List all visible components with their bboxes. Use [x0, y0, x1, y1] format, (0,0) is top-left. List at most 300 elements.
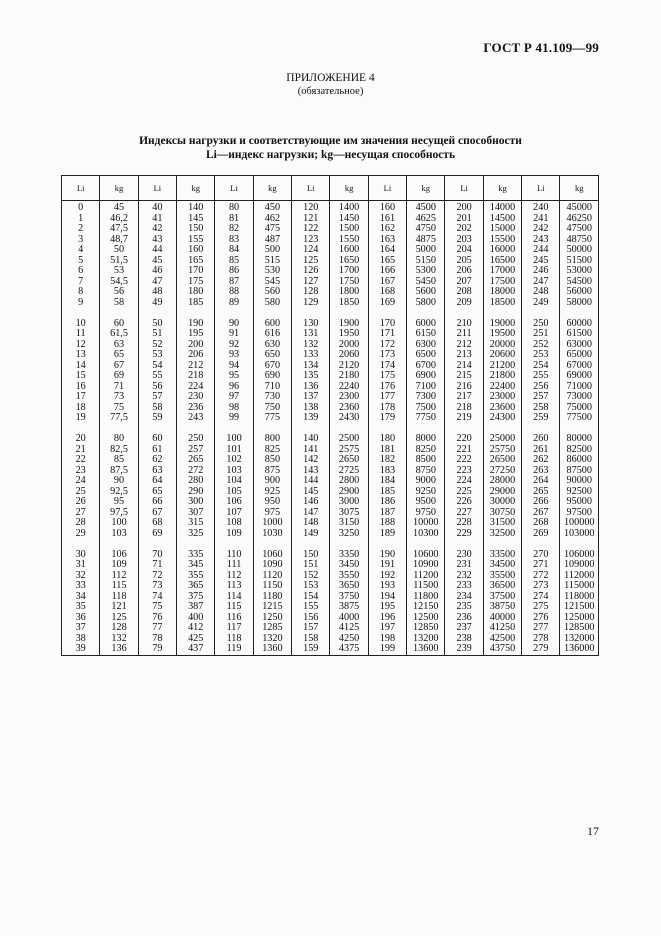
load-capacity-cell: 61500: [560, 329, 599, 340]
load-capacity-cell: 112000: [560, 571, 599, 582]
load-capacity-cell: 387: [177, 602, 215, 613]
load-index-cell: 48: [138, 287, 176, 298]
load-index-cell: 267: [522, 508, 560, 519]
load-index-cell: 181: [368, 445, 406, 456]
load-capacity-cell: 1950: [330, 329, 368, 340]
load-capacity-cell: 3550: [330, 571, 368, 582]
load-index-cell: 25: [62, 487, 100, 498]
load-capacity-cell: 412: [177, 623, 215, 634]
load-index-cell: 95: [215, 371, 253, 382]
load-index-cell: 193: [368, 581, 406, 592]
load-capacity-cell: 925: [253, 487, 291, 498]
load-capacity-cell: 206: [177, 350, 215, 361]
table-row: [62, 550, 599, 561]
load-capacity-cell: 140: [177, 201, 215, 214]
load-index-cell: 247: [522, 277, 560, 288]
load-index-cell: 189: [368, 529, 406, 540]
load-capacity-cell: 121: [100, 602, 138, 613]
load-capacity-cell: 8000: [407, 434, 445, 445]
load-index-cell: 228: [445, 518, 483, 529]
load-index-cell: 220: [445, 434, 483, 445]
load-index-cell: 174: [368, 361, 406, 372]
load-index-cell: 260: [522, 434, 560, 445]
load-index-cell: 47: [138, 277, 176, 288]
load-capacity-cell: 30000: [483, 497, 521, 508]
load-capacity-cell: 4500: [407, 201, 445, 214]
load-capacity-cell: 53: [100, 266, 138, 277]
load-index-cell: 140: [292, 434, 330, 445]
load-capacity-cell: 2120: [330, 361, 368, 372]
load-capacity-cell: 58: [100, 298, 138, 309]
load-index-cell: 42: [138, 224, 176, 235]
load-index-cell: 180: [368, 434, 406, 445]
load-capacity-cell: 2800: [330, 476, 368, 487]
load-index-cell: 77: [138, 623, 176, 634]
table-row: [62, 613, 599, 624]
column-header-li: Li: [292, 176, 330, 201]
load-index-cell: 133: [292, 350, 330, 361]
load-capacity-cell: 47500: [560, 224, 599, 235]
load-capacity-cell: 20600: [483, 350, 521, 361]
appendix-subtitle: (обязательное): [297, 86, 364, 97]
load-index-cell: 111: [215, 560, 253, 571]
load-index-cell: 252: [522, 340, 560, 351]
load-index-cell: 80: [215, 201, 253, 214]
load-capacity-cell: 30750: [483, 508, 521, 519]
load-capacity-cell: 31500: [483, 518, 521, 529]
load-capacity-cell: 690: [253, 371, 291, 382]
load-index-cell: 23: [62, 466, 100, 477]
load-capacity-cell: 1600: [330, 245, 368, 256]
load-capacity-cell: 14500: [483, 214, 521, 225]
load-index-cell: 245: [522, 256, 560, 267]
load-capacity-cell: 530: [253, 266, 291, 277]
load-index-cell: 34: [62, 592, 100, 603]
load-index-cell: 92: [215, 340, 253, 351]
table-row: [62, 592, 599, 603]
load-capacity-cell: 165: [177, 256, 215, 267]
load-index-cell: 147: [292, 508, 330, 519]
load-capacity-cell: 1180: [253, 592, 291, 603]
load-index-cell: 3: [62, 235, 100, 246]
load-index-cell: 73: [138, 581, 176, 592]
load-capacity-cell: 13200: [407, 634, 445, 645]
load-index-cell: 269: [522, 529, 560, 540]
load-index-cell: 176: [368, 382, 406, 393]
load-capacity-cell: 5600: [407, 287, 445, 298]
load-capacity-cell: 450: [253, 201, 291, 214]
load-capacity-cell: 2060: [330, 350, 368, 361]
load-capacity-cell: 25750: [483, 445, 521, 456]
table-row: [62, 256, 599, 267]
load-index-cell: 235: [445, 602, 483, 613]
load-capacity-cell: 280: [177, 476, 215, 487]
load-capacity-cell: 23600: [483, 403, 521, 414]
load-capacity-cell: 54,5: [100, 277, 138, 288]
load-index-cell: 150: [292, 550, 330, 561]
load-capacity-cell: 1450: [330, 214, 368, 225]
load-index-cell: 4: [62, 245, 100, 256]
load-capacity-cell: 325: [177, 529, 215, 540]
load-index-cell: 265: [522, 487, 560, 498]
load-capacity-cell: 487: [253, 235, 291, 246]
load-index-cell: 214: [445, 361, 483, 372]
load-index-cell: 132: [292, 340, 330, 351]
load-index-cell: 261: [522, 445, 560, 456]
load-index-cell: 255: [522, 371, 560, 382]
load-index-cell: 196: [368, 613, 406, 624]
load-index-cell: 203: [445, 235, 483, 246]
load-capacity-cell: 60000: [560, 319, 599, 330]
load-capacity-cell: 1360: [253, 644, 291, 655]
load-index-cell: 199: [368, 644, 406, 655]
load-index-cell: 52: [138, 340, 176, 351]
load-index-cell: 229: [445, 529, 483, 540]
table-row: [62, 571, 599, 582]
load-capacity-cell: 61,5: [100, 329, 138, 340]
load-index-cell: 159: [292, 644, 330, 655]
load-capacity-cell: 950: [253, 497, 291, 508]
load-capacity-cell: 218: [177, 371, 215, 382]
load-index-cell: 195: [368, 602, 406, 613]
load-capacity-cell: 145: [177, 214, 215, 225]
load-index-cell: 10: [62, 319, 100, 330]
load-capacity-cell: 112: [100, 571, 138, 582]
load-capacity-cell: 7500: [407, 403, 445, 414]
load-capacity-cell: 45000: [560, 201, 599, 214]
load-index-cell: 210: [445, 319, 483, 330]
load-index-cell: 227: [445, 508, 483, 519]
load-index-cell: 230: [445, 550, 483, 561]
load-capacity-cell: 224: [177, 382, 215, 393]
table-row: [62, 361, 599, 372]
load-capacity-cell: 24300: [483, 413, 521, 424]
load-capacity-cell: 616: [253, 329, 291, 340]
load-index-cell: 249: [522, 298, 560, 309]
load-capacity-cell: 1550: [330, 235, 368, 246]
load-capacity-cell: 100000: [560, 518, 599, 529]
load-index-cell: 60: [138, 434, 176, 445]
load-capacity-cell: 600: [253, 319, 291, 330]
load-capacity-cell: 1800: [330, 287, 368, 298]
table-row: [62, 466, 599, 477]
load-index-cell: 149: [292, 529, 330, 540]
load-capacity-cell: 2500: [330, 434, 368, 445]
load-index-cell: 170: [368, 319, 406, 330]
load-index-cell: 54: [138, 361, 176, 372]
load-index-cell: 233: [445, 581, 483, 592]
load-capacity-cell: 272: [177, 466, 215, 477]
load-capacity-cell: 19500: [483, 329, 521, 340]
load-index-cell: 208: [445, 287, 483, 298]
load-index-cell: 85: [215, 256, 253, 267]
table-row: [62, 371, 599, 382]
load-capacity-cell: 190: [177, 319, 215, 330]
load-index-cell: 46: [138, 266, 176, 277]
load-index-cell: 12: [62, 340, 100, 351]
load-index-cell: 36: [62, 613, 100, 624]
load-capacity-cell: 175: [177, 277, 215, 288]
load-capacity-cell: 92500: [560, 487, 599, 498]
load-capacity-cell: 2300: [330, 392, 368, 403]
load-index-cell: 259: [522, 413, 560, 424]
load-capacity-cell: 6500: [407, 350, 445, 361]
load-capacity-cell: 3750: [330, 592, 368, 603]
table-row: [62, 455, 599, 466]
load-capacity-cell: 95: [100, 497, 138, 508]
load-index-cell: 234: [445, 592, 483, 603]
load-index-cell: 143: [292, 466, 330, 477]
load-index-cell: 207: [445, 277, 483, 288]
load-index-cell: 131: [292, 329, 330, 340]
load-index-cell: 167: [368, 277, 406, 288]
column-header-li: Li: [445, 176, 483, 201]
load-capacity-cell: 38750: [483, 602, 521, 613]
load-capacity-cell: 3075: [330, 508, 368, 519]
load-index-cell: 209: [445, 298, 483, 309]
load-index-cell: 134: [292, 361, 330, 372]
load-index-cell: 156: [292, 613, 330, 624]
load-capacity-cell: 4625: [407, 214, 445, 225]
load-index-cell: 225: [445, 487, 483, 498]
load-capacity-cell: 1215: [253, 602, 291, 613]
load-capacity-cell: 243: [177, 413, 215, 424]
load-index-cell: 152: [292, 571, 330, 582]
table-row: [62, 287, 599, 298]
load-index-cell: 114: [215, 592, 253, 603]
column-header-kg: kg: [407, 176, 445, 201]
load-capacity-cell: 87,5: [100, 466, 138, 477]
load-capacity-cell: 315: [177, 518, 215, 529]
load-capacity-cell: 109000: [560, 560, 599, 571]
load-index-cell: 184: [368, 476, 406, 487]
load-capacity-cell: 19000: [483, 319, 521, 330]
table-row: [62, 340, 599, 351]
load-capacity-cell: 150: [177, 224, 215, 235]
load-capacity-cell: 13600: [407, 644, 445, 655]
table-row: [62, 508, 599, 519]
table-row: [62, 644, 599, 655]
load-capacity-cell: 118: [100, 592, 138, 603]
load-capacity-cell: 1120: [253, 571, 291, 582]
load-capacity-cell: 335: [177, 550, 215, 561]
load-index-cell: 43: [138, 235, 176, 246]
load-capacity-cell: 825: [253, 445, 291, 456]
table-row: [62, 560, 599, 571]
load-capacity-cell: 8500: [407, 455, 445, 466]
load-index-cell: 13: [62, 350, 100, 361]
column-header-li: Li: [62, 176, 100, 201]
load-index-cell: 173: [368, 350, 406, 361]
load-index-cell: 69: [138, 529, 176, 540]
load-capacity-cell: 26500: [483, 455, 521, 466]
load-capacity-cell: 118000: [560, 592, 599, 603]
load-index-cell: 250: [522, 319, 560, 330]
table-row: [62, 392, 599, 403]
page-number: 17: [587, 824, 599, 838]
table-title-line-2: Li—индекс нагрузки; kg—несущая способность: [205, 149, 456, 161]
load-index-cell: 175: [368, 371, 406, 382]
load-capacity-cell: 7750: [407, 413, 445, 424]
load-capacity-cell: 100: [100, 518, 138, 529]
load-index-cell: 177: [368, 392, 406, 403]
load-index-cell: 161: [368, 214, 406, 225]
load-capacity-cell: 41250: [483, 623, 521, 634]
table-row: [62, 445, 599, 456]
load-index-cell: 70: [138, 550, 176, 561]
standard-designation: ГОСТ Р 41.109—99: [483, 40, 599, 55]
load-capacity-cell: 16000: [483, 245, 521, 256]
load-capacity-cell: 1700: [330, 266, 368, 277]
load-index-cell: 35: [62, 602, 100, 613]
load-index-cell: 221: [445, 445, 483, 456]
load-index-table: [61, 175, 599, 656]
table-row: [62, 214, 599, 225]
load-capacity-cell: 65: [100, 350, 138, 361]
load-index-cell: 62: [138, 455, 176, 466]
load-index-cell: 141: [292, 445, 330, 456]
load-index-cell: 138: [292, 403, 330, 414]
load-index-cell: 20: [62, 434, 100, 445]
load-capacity-cell: 875: [253, 466, 291, 477]
load-index-cell: 91: [215, 329, 253, 340]
load-index-cell: 264: [522, 476, 560, 487]
load-capacity-cell: 1285: [253, 623, 291, 634]
load-capacity-cell: 365: [177, 581, 215, 592]
load-capacity-cell: 6300: [407, 340, 445, 351]
load-capacity-cell: 115000: [560, 581, 599, 592]
load-capacity-cell: 125000: [560, 613, 599, 624]
table-header-row: [62, 176, 599, 201]
load-capacity-cell: 1400: [330, 201, 368, 214]
load-capacity-cell: 3875: [330, 602, 368, 613]
load-capacity-cell: 9000: [407, 476, 445, 487]
load-index-cell: 278: [522, 634, 560, 645]
load-capacity-cell: 42500: [483, 634, 521, 645]
load-index-cell: 9: [62, 298, 100, 309]
load-capacity-cell: 40000: [483, 613, 521, 624]
load-index-cell: 187: [368, 508, 406, 519]
load-index-cell: 139: [292, 413, 330, 424]
load-index-cell: 123: [292, 235, 330, 246]
load-index-cell: 98: [215, 403, 253, 414]
load-capacity-cell: 437: [177, 644, 215, 655]
load-index-cell: 182: [368, 455, 406, 466]
load-index-cell: 237: [445, 623, 483, 634]
load-capacity-cell: 128: [100, 623, 138, 634]
load-capacity-cell: 2650: [330, 455, 368, 466]
load-capacity-cell: 92,5: [100, 487, 138, 498]
load-capacity-cell: 46,2: [100, 214, 138, 225]
load-capacity-cell: 46250: [560, 214, 599, 225]
load-capacity-cell: 90000: [560, 476, 599, 487]
load-index-cell: 186: [368, 497, 406, 508]
load-index-cell: 94: [215, 361, 253, 372]
table-row: [62, 266, 599, 277]
load-capacity-cell: 106000: [560, 550, 599, 561]
load-capacity-cell: 27250: [483, 466, 521, 477]
load-capacity-cell: 87500: [560, 466, 599, 477]
load-index-cell: 90: [215, 319, 253, 330]
load-index-cell: 262: [522, 455, 560, 466]
load-index-cell: 244: [522, 245, 560, 256]
load-index-cell: 50: [138, 319, 176, 330]
load-index-cell: 78: [138, 634, 176, 645]
load-capacity-cell: 3350: [330, 550, 368, 561]
load-capacity-cell: 6150: [407, 329, 445, 340]
load-index-cell: 226: [445, 497, 483, 508]
load-index-cell: 130: [292, 319, 330, 330]
load-index-cell: 58: [138, 403, 176, 414]
load-capacity-cell: 2430: [330, 413, 368, 424]
load-capacity-cell: 128500: [560, 623, 599, 634]
load-index-cell: 49: [138, 298, 176, 309]
load-index-cell: 136: [292, 382, 330, 393]
table-row: [62, 382, 599, 393]
column-header-li: Li: [215, 176, 253, 201]
load-capacity-cell: 9750: [407, 508, 445, 519]
load-capacity-cell: 28000: [483, 476, 521, 487]
load-capacity-cell: 103: [100, 529, 138, 540]
load-capacity-cell: 47,5: [100, 224, 138, 235]
load-index-cell: 129: [292, 298, 330, 309]
load-index-cell: 6: [62, 266, 100, 277]
table-body: [62, 201, 599, 656]
load-capacity-cell: 48750: [560, 235, 599, 246]
load-capacity-cell: 50: [100, 245, 138, 256]
load-index-cell: 102: [215, 455, 253, 466]
load-capacity-cell: 21800: [483, 371, 521, 382]
load-capacity-cell: 51,5: [100, 256, 138, 267]
load-capacity-cell: 730: [253, 392, 291, 403]
load-capacity-cell: 16500: [483, 256, 521, 267]
load-capacity-cell: 67: [100, 361, 138, 372]
table-row: [62, 518, 599, 529]
column-header-kg: kg: [177, 176, 215, 201]
load-capacity-cell: 1500: [330, 224, 368, 235]
load-capacity-cell: 545: [253, 277, 291, 288]
load-capacity-cell: 775: [253, 413, 291, 424]
table-row: [62, 329, 599, 340]
load-index-cell: 222: [445, 455, 483, 466]
group-spacer: [62, 539, 599, 550]
load-index-cell: 93: [215, 350, 253, 361]
load-index-cell: 273: [522, 581, 560, 592]
load-capacity-cell: 5000: [407, 245, 445, 256]
load-index-cell: 157: [292, 623, 330, 634]
table-row: [62, 403, 599, 414]
load-capacity-cell: 12850: [407, 623, 445, 634]
load-index-cell: 126: [292, 266, 330, 277]
load-capacity-cell: 4000: [330, 613, 368, 624]
table-row: [62, 434, 599, 445]
load-capacity-cell: 250: [177, 434, 215, 445]
load-index-cell: 217: [445, 392, 483, 403]
load-index-cell: 27: [62, 508, 100, 519]
table-row: [62, 634, 599, 645]
load-capacity-cell: 18500: [483, 298, 521, 309]
load-capacity-cell: 9250: [407, 487, 445, 498]
load-index-cell: 19: [62, 413, 100, 424]
load-index-cell: 171: [368, 329, 406, 340]
load-index-cell: 33: [62, 581, 100, 592]
group-spacer: [62, 308, 599, 319]
load-capacity-cell: 1900: [330, 319, 368, 330]
load-capacity-cell: 2000: [330, 340, 368, 351]
load-capacity-cell: 10300: [407, 529, 445, 540]
load-index-cell: 258: [522, 403, 560, 414]
load-capacity-cell: 12150: [407, 602, 445, 613]
